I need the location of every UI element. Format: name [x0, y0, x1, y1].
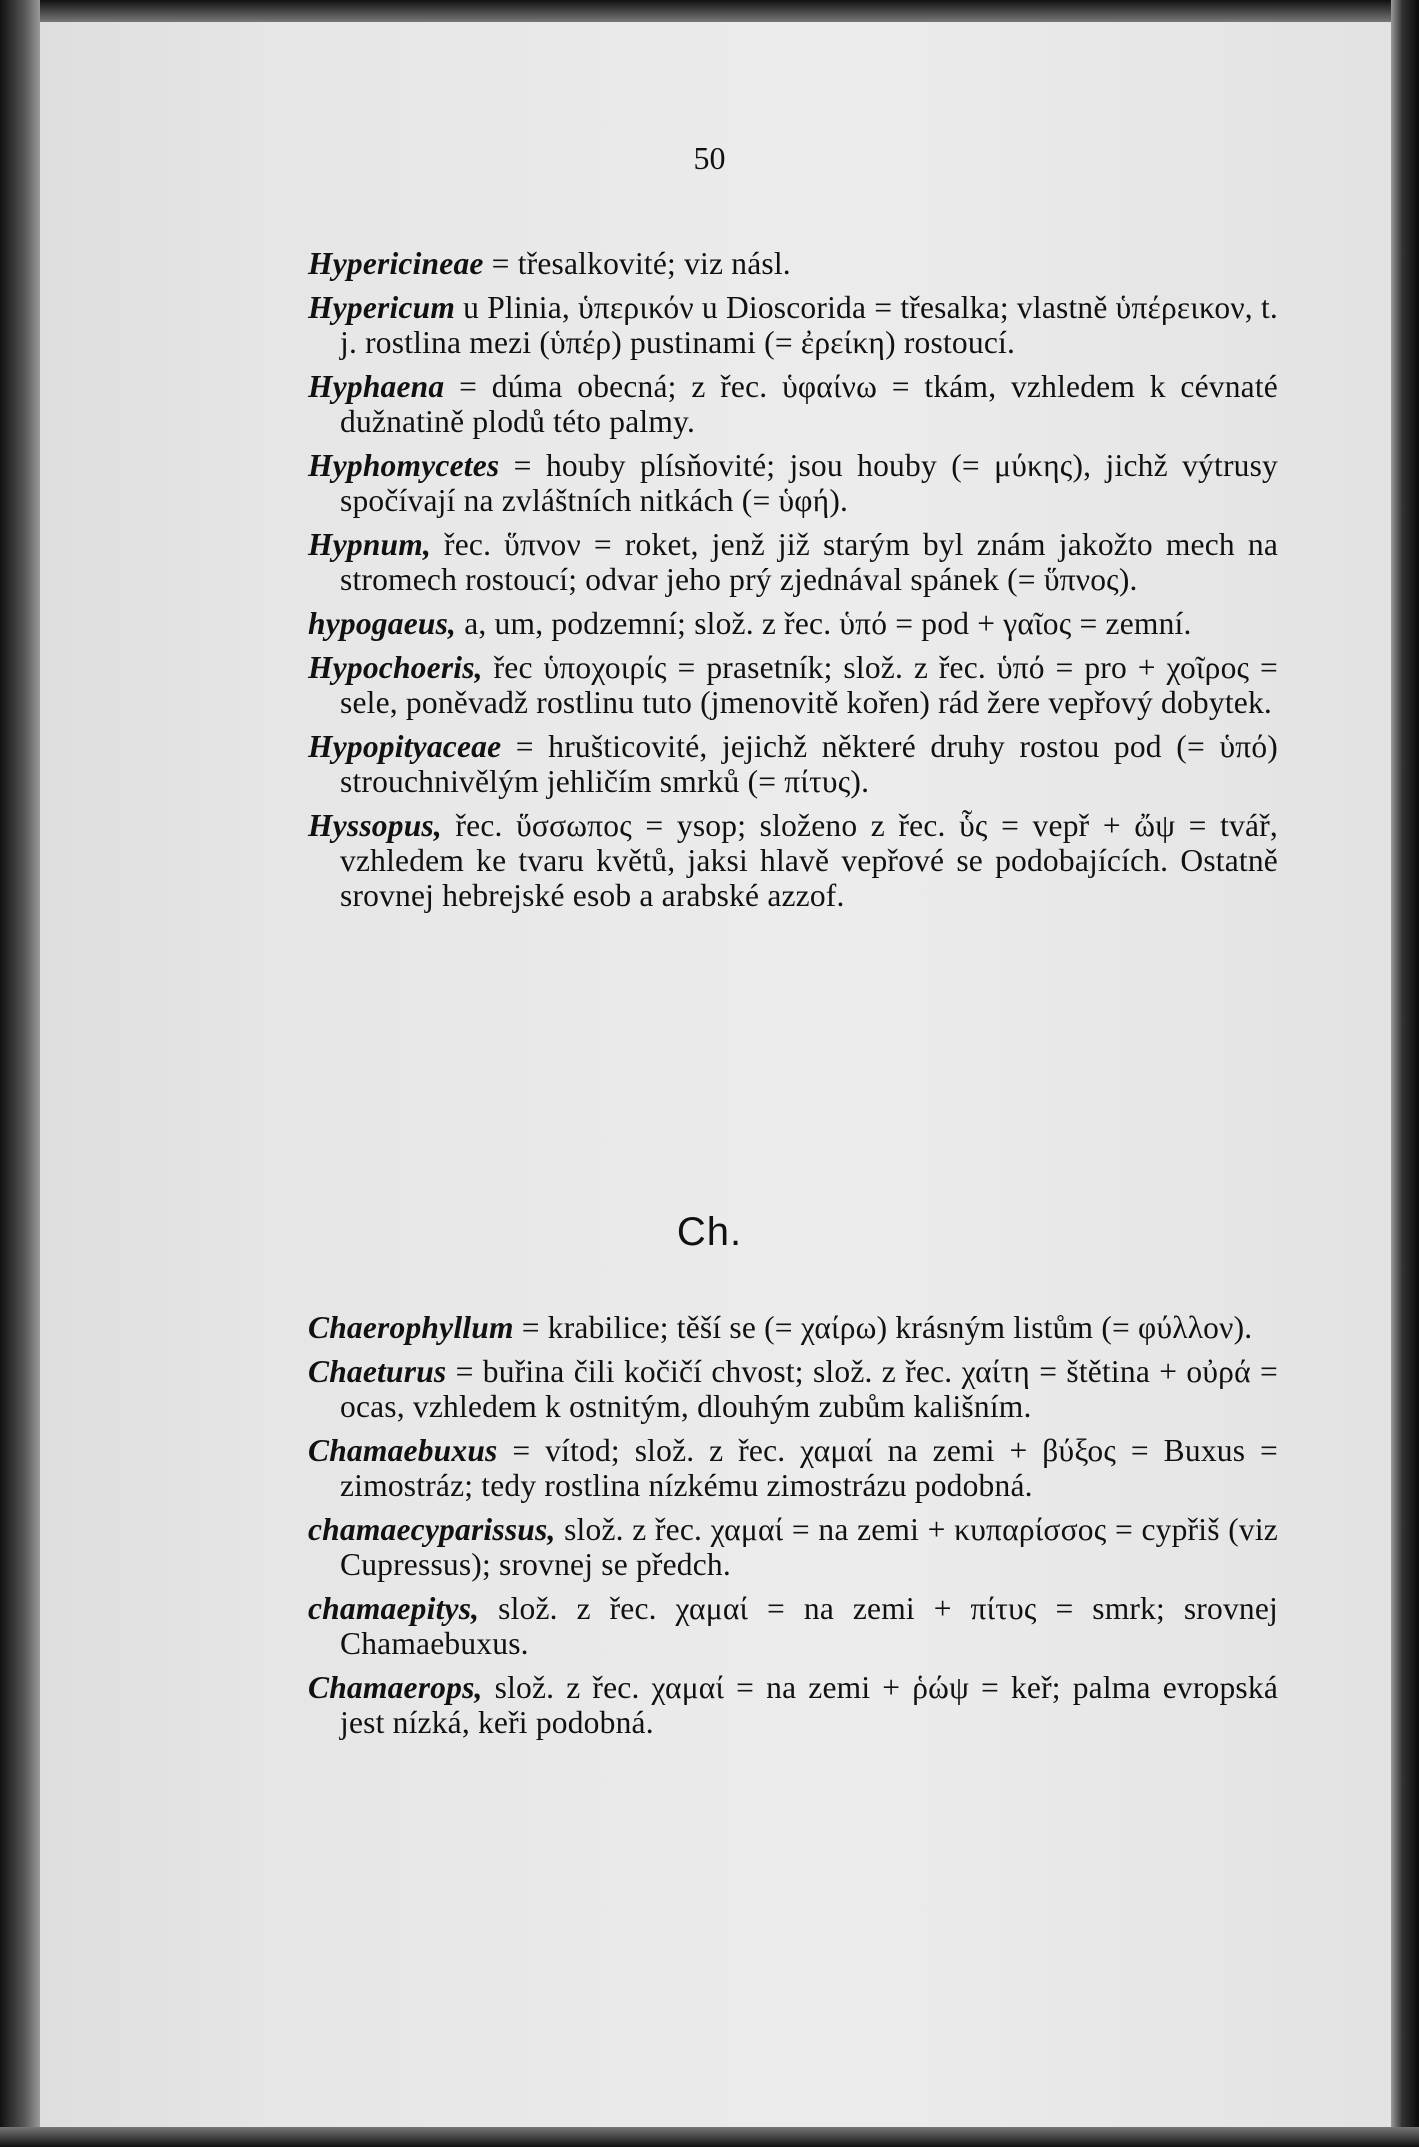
- entry-term: Chaeturus: [308, 1354, 447, 1389]
- dictionary-entry: [308, 1354, 1278, 1424]
- entry-term: Hyphomycetes: [308, 448, 500, 483]
- entry-term: Hypochoeris,: [308, 650, 483, 685]
- entry-text: slož. z řec. χαμαί = na zemi + ῥώψ = keř; palma evropská jest nízká, keři podobná.: [340, 1670, 1278, 1740]
- section-heading: Ch.: [676, 1210, 743, 1254]
- entry-text: = krabilice; těší se (= χαίρω) krásným listům (= φύλλον).: [513, 1310, 1253, 1345]
- dictionary-entry: [308, 527, 1278, 597]
- entries-list-ch: [308, 1310, 1278, 1749]
- entry-text: = dúma obecná; z řec. ὑφαίνω = tkám, vzhledem k cévnaté dužnatině plodů této palmy.: [340, 369, 1278, 439]
- dictionary-entry: [308, 1310, 1278, 1345]
- entry-text: = hrušticovité, jejichž některé druhy rostou pod (= ὑπό) strouchnivělým jehličím smrků (= πίτυς).: [340, 729, 1278, 799]
- dictionary-entry: [308, 1591, 1278, 1661]
- entry-text: řec. ὕσσωπος = ysop; složeno z řec. ὗς = vepř + ὤψ = tvář, vzhledem ke tvaru květů, jaksi hlavě vepřové se podobajících. Ostatně srovnej hebrejské esob a arabské azzof.: [340, 808, 1278, 913]
- entry-term: Chamaerops,: [308, 1670, 483, 1705]
- dictionary-entry: [308, 290, 1278, 360]
- entry-text: = třesalkovité; viz násl.: [483, 246, 791, 281]
- entry-term: Chamaebuxus: [308, 1433, 498, 1468]
- dictionary-entry: [308, 729, 1278, 799]
- dictionary-entry: [308, 1512, 1278, 1582]
- entry-text: = vítod; slož. z řec. χαμαί na zemi + βύξος = Buxus = zimostráz; tedy rostlina nízkému zimostrázu podobná.: [340, 1433, 1278, 1503]
- entry-term: Hyphaena: [308, 369, 445, 404]
- entry-term: Hypericineae: [308, 246, 484, 281]
- dictionary-entry: [308, 650, 1278, 720]
- entry-text: slož. z řec. χαμαί = na zemi + πίτυς = smrk; srovnej Chamaebuxus.: [340, 1591, 1278, 1661]
- dictionary-entry: [308, 1670, 1278, 1740]
- entry-text: = buřina čili kočičí chvost; slož. z řec. χαίτη = štětina + οὐρά = ocas, vzhledem k ostnitým, dlouhým zubům kališním.: [340, 1354, 1278, 1424]
- dictionary-entry: [308, 246, 1278, 281]
- dictionary-entry: [308, 369, 1278, 439]
- dictionary-entry: [308, 448, 1278, 518]
- scan-border-bottom: [0, 2127, 1419, 2147]
- entry-term: Hypericum: [308, 290, 456, 325]
- scan-border-top: [0, 0, 1419, 22]
- entry-text: řec. ὕπνον = roket, jenž již starým byl znám jakožto mech na stromech rostoucí; odvar jeho prý zjednával spánek (= ὕπνος).: [340, 527, 1278, 597]
- entry-text: = houby plísňovité; jsou houby (= μύκης), jichž výtrusy spočívají na zvláštních nitkách (= ὑφή).: [340, 448, 1278, 518]
- entry-term: chamaepitys,: [308, 1591, 480, 1626]
- scan-border-right: [1391, 0, 1419, 2147]
- entry-term: Hyssopus,: [308, 808, 442, 843]
- entry-term: Chaerophyllum: [308, 1310, 514, 1345]
- dictionary-entry: [308, 606, 1278, 641]
- entry-text: řec ὑποχοιρίς = prasetník; slož. z řec. ὑπό = pro + χοῖρος = sele, poněvadž rostlinu tuto (jmenovitě kořen) rád žere vepřový dobytek.: [340, 650, 1278, 720]
- entry-text: slož. z řec. χαμαί = na zemi + κυπαρίσσος = cypřiš (viz Cupressus); srovnej se předch.: [340, 1512, 1278, 1582]
- entry-text: u Plinia, ὑπερικόν u Dioscorida = třesalka; vlastně ὑπέρεικον, t. j. rostlina mezi (ὑπέρ) pustinami (= ἐρείκη) rostoucí.: [340, 290, 1278, 360]
- dictionary-entry: [308, 808, 1278, 913]
- page-number: 50: [693, 140, 726, 176]
- dictionary-entry: [308, 1433, 1278, 1503]
- entry-term: hypogaeus,: [308, 606, 457, 641]
- entry-term: Hypnum,: [308, 527, 432, 562]
- entry-term: Hypopityaceae: [308, 729, 502, 764]
- entries-list-h: [308, 246, 1278, 922]
- scan-border-left: [0, 0, 40, 2147]
- entry-text: a, um, podzemní; slož. z řec. ὑπό = pod + γαῖος = zemní.: [456, 606, 1192, 641]
- entry-term: chamaecyparissus,: [308, 1512, 556, 1547]
